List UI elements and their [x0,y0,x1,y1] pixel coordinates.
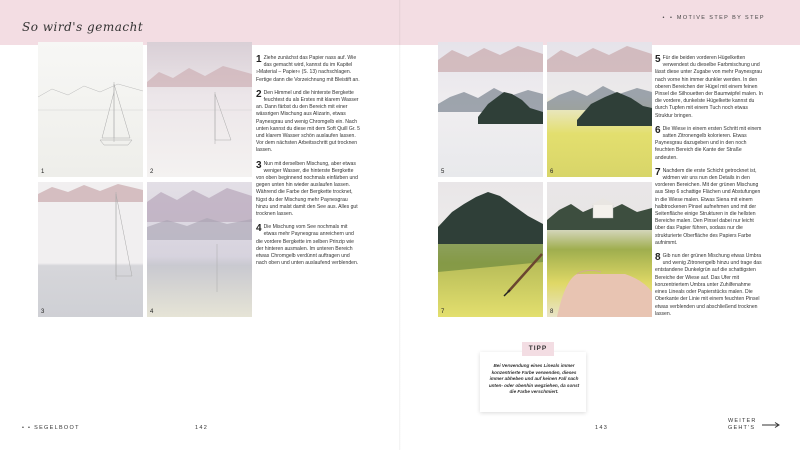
step-8 [655,253,763,318]
label-text: MOTIVE STEP BY STEP [676,15,765,21]
step-7 [655,168,763,247]
photo-number: 4 [150,309,154,315]
photo-number: 2 [150,169,154,175]
meadow-yellow-image [547,42,652,177]
section-label [663,15,765,21]
tip-badge: TIPP [522,342,554,356]
meadow-detail-image [438,182,543,317]
step-5 [655,55,763,120]
photo-number: 7 [441,309,445,315]
next-page-label[interactable] [728,418,757,432]
section-script-title: So wird's gemacht [22,20,144,34]
tip-text: Bei Verwendung eines Lineals immer konzentrierte Farbe verwenden, dieses immer abheben und auf keinen Fall nach unten- oder obenhin wegziehen, da sonst die Farbe verschmiert. [488,363,580,395]
photo-number: 1 [41,169,45,175]
step-photo-5 [438,42,543,177]
step-6 [655,126,763,162]
final-meadow-image [547,182,652,317]
next-line-2: GEHT'S [728,425,756,431]
photo-number: 5 [441,169,445,175]
step-photo-6 [547,42,652,177]
step-1 [256,55,360,84]
right-steps-column [655,55,763,324]
step-text: Gib nun der grünen Mischung etwas Umbra und wenig Zitronengelb hinzu und trage das entstandene Dunkelgrün auf die schattigsten Bereiche der Wiese auf. Das Ufer mit konzentriertem Umbra unter Zuhilfenahme eines Lineals oder Papierstücks malen. Die Oberkante der Linie mit einem feuchten Pinsel etwas verblenden und abschließend trocknen lassen. [655,253,762,317]
arrow-right-icon[interactable] [762,422,780,428]
photo-number: 6 [550,169,554,175]
mountain-layer-image [147,182,252,317]
step-photo-8 [547,182,652,317]
step-text: Die Wiese in einem ersten Schritt mit einem satten Zitronengelb kolorieren. Etwas Paynesgrau dazugeben und in den noch feuchten Bereich die Kante der Straße andeuten. [655,125,762,161]
page-number-left: 142 [195,425,209,431]
step-text: Nachdem die erste Schicht getrocknet ist, widmen wir uns nun den Details in den vorderen Bereichen. Mit der grünen Mischung aus Step 6 schattige Flächen und Abstufungen in die Wiese malen. Etwas Siena mit einem halbtrockenen Pinsel aufnehmen und mit der Seitenfläche einige Strukturen in die hellsten Bereiche malen. Den Pinsel dabei nur leicht über das Papier führen, sodass nur die strukturierte Oberfläche des Papiers Farbe aufnimmt. [655,167,761,246]
next-line-1: WEITER [728,418,757,424]
sky-wash-image [147,42,252,177]
hills-silhouette-image [438,42,543,177]
step-number: 5 [655,54,661,65]
step-photo-4 [147,182,252,317]
step-number: 6 [655,124,661,136]
step-number: 8 [655,252,661,264]
step-number: 7 [655,166,661,178]
sailboat-sketch-image [38,42,143,177]
step-3 [256,161,360,219]
step-text: Für die beiden vorderen Hügelketten verwendest du dieselbe Farbmischung und lässt diese unter Zugabe von mehr Paynesgrau nach vorne hin immer dunkler werden. In den oberen Bereichen der Hügel mit einem feinen Pinsel die Silhouetten der Baumwipfel malen. In die vordere, dunkelste Hügelkette kannst du durch Tupfen mit einem Tuch noch etwas Struktur bringen. [655,55,763,119]
step-text: Ziehe zunächst das Papier nass auf. Wie das gemacht wird, kannst du im Kapitel »Material – Papier« (S. 13) nachschlagen. Fertige dann die Vorzeichnung mit Bleistift an. [256,55,360,83]
footer-title: SEGELBOOT [34,425,80,431]
footer-dots: • • [22,425,32,431]
step-number: 4 [256,223,262,235]
lake-wash-image [38,182,143,317]
left-footer-title [22,425,80,431]
step-number: 1 [256,54,262,65]
photo-number: 3 [41,309,45,315]
step-text: Die Mischung vom See nochmals mit etwas mehr Paynesgrau anreichern und die vordere Bergkette im selben Prinzip wie der hinteren ausmalen. Im unteren Bereich etwas Chromgelb verdünnt auftragen und nach oben und unten auslaufend verblenden. [256,224,359,267]
step-2 [256,90,360,155]
page-number-right: 143 [595,425,609,431]
step-number: 2 [256,88,262,100]
step-photo-3 [38,182,143,317]
step-text: Nun mit derselben Mischung, aber etwas weniger Wasser, die hinterste Bergkette von oben beginnend nochmals einfärben und gegen unten hin wieder auslaufen lassen. Während die Farbe der Bergkette trocknet, fügst du der Mischung mehr Paynesgrau hinzu und malst damit den See aus. Alles gut trocknen lassen. [256,160,358,218]
label-dots: • • [662,15,674,21]
step-photo-1 [38,42,143,177]
step-photo-2 [147,42,252,177]
left-steps-column [256,55,360,273]
step-4 [256,224,360,267]
step-photo-7 [438,182,543,317]
step-text: Den Himmel und die hinterste Bergkette feuchtest du als Erstes mit klarem Wasser an. Dann färbst du den Bereich mit einer wässrigen Mischung aus Alizarin, etwas Paynesgrau und wenig Chromgelb ein. Nach unten kannst du diese mit dem Soft Quill Gr. 5 und klarem Wasser schön auslaufen lassen. Vor dem nächsten Arbeitsschritt gut trocknen lassen. [256,89,360,154]
book-spine [399,0,401,450]
step-number: 3 [256,159,262,171]
photo-number: 8 [550,309,554,315]
